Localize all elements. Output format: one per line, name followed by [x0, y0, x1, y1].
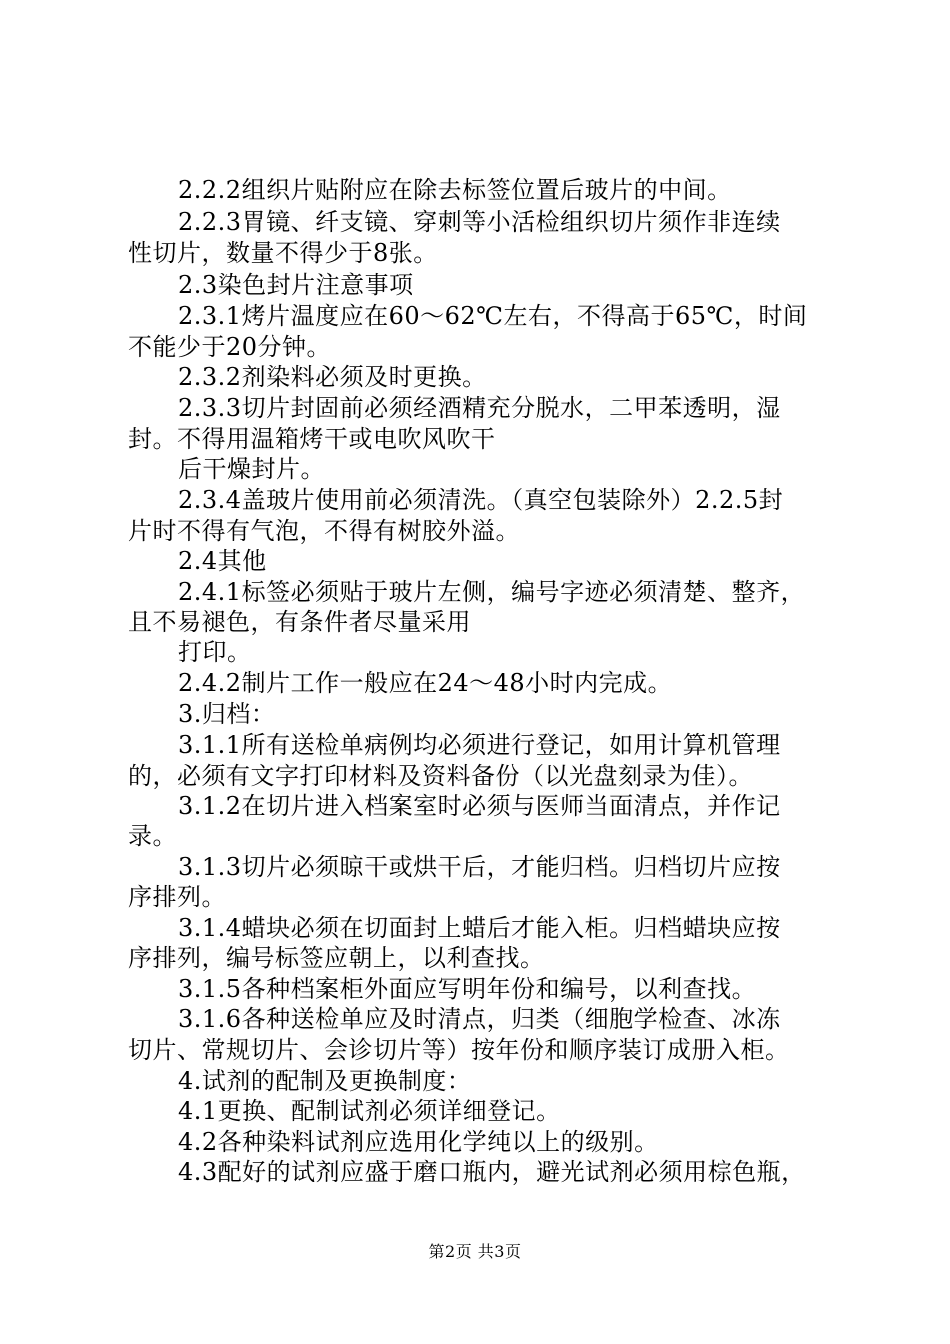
paragraph-line: 4.3配好的试剂应盛于磨口瓶内，避光试剂必须用棕色瓶，: [178, 1158, 806, 1186]
paragraph-line: 的，必须有文字打印材料及资料备份（以光盘刻录为佳）。: [128, 762, 753, 790]
paragraph-line: 2.3.1烤片温度应在60～62℃左右，不得高于65℃，时间: [178, 302, 808, 330]
paragraph-line: 2.3.4盖玻片使用前必须清洗。（真空包装除外）2.2.5封: [178, 486, 784, 514]
paragraph-line: 录。: [128, 822, 177, 850]
paragraph-line: 3.1.4蜡块必须在切面封上蜡后才能入柜。归档蜡块应按: [178, 914, 781, 942]
paragraph-line: 序排列。: [128, 883, 226, 911]
paragraph-line: 3.1.5各种档案柜外面应写明年份和编号，以利查找。: [178, 975, 757, 1003]
paragraph-line: 序排列，编号标签应朝上，以利查找。: [128, 944, 545, 972]
paragraph-line: 打印。: [178, 638, 252, 666]
paragraph-line: 封。不得用温箱烤干或电吹风吹干: [128, 425, 496, 453]
paragraph-line: 2.3.3切片封固前必须经酒精充分脱水，二甲苯透明，湿: [178, 394, 781, 422]
paragraph-line: 3.1.2在切片进入档案室时必须与医师当面清点，并作记: [178, 792, 781, 820]
paragraph-line: 2.4.2制片工作一般应在24～48小时内完成。: [178, 669, 673, 697]
paragraph-line: 2.2.3胃镜、纤支镜、穿刺等小活检组织切片须作非连续: [178, 208, 781, 236]
section-heading: 2.4其他: [178, 547, 267, 575]
paragraph-line: 4.2各种染料试剂应选用化学纯以上的级别。: [178, 1128, 659, 1156]
paragraph-line: 4.1更换、配制试剂必须详细登记。: [178, 1097, 561, 1125]
page-footer: 第2页 共3页: [428, 1242, 522, 1261]
paragraph-line: 2.4.1标签必须贴于玻片左侧，编号字迹必须清楚、整齐，: [178, 578, 806, 606]
paragraph-line: 不能少于20分钟。: [128, 333, 332, 361]
paragraph-line: 性切片，数量不得少于8张。: [128, 239, 438, 267]
paragraph-line: 3.1.1所有送检单病例均必须进行登记，如用计算机管理: [178, 731, 781, 759]
section-heading: 3.归档：: [178, 700, 276, 728]
paragraph-line: 片时不得有气泡，不得有树胶外溢。: [128, 517, 520, 545]
section-heading: 4.试剂的配制及更换制度：: [178, 1067, 472, 1095]
paragraph-line: 2.3.2剂染料必须及时更换。: [178, 363, 487, 391]
section-heading: 2.3染色封片注意事项: [178, 271, 414, 299]
paragraph-line: 3.1.6各种送检单应及时清点，归类（细胞学检查、冰冻: [178, 1005, 781, 1033]
paragraph-line: 且不易褪色，有条件者尽量采用: [128, 608, 471, 636]
paragraph-line: 后干燥封片。: [178, 455, 325, 483]
paragraph-line: 切片、常规切片、会诊切片等）按年份和顺序装订成册入柜。: [128, 1036, 790, 1064]
paragraph-line: 3.1.3切片必须晾干或烘干后，才能归档。归档切片应按: [178, 853, 781, 881]
paragraph-line: 2.2.2组织片贴附应在除去标签位置后玻片的中间。: [178, 176, 732, 204]
